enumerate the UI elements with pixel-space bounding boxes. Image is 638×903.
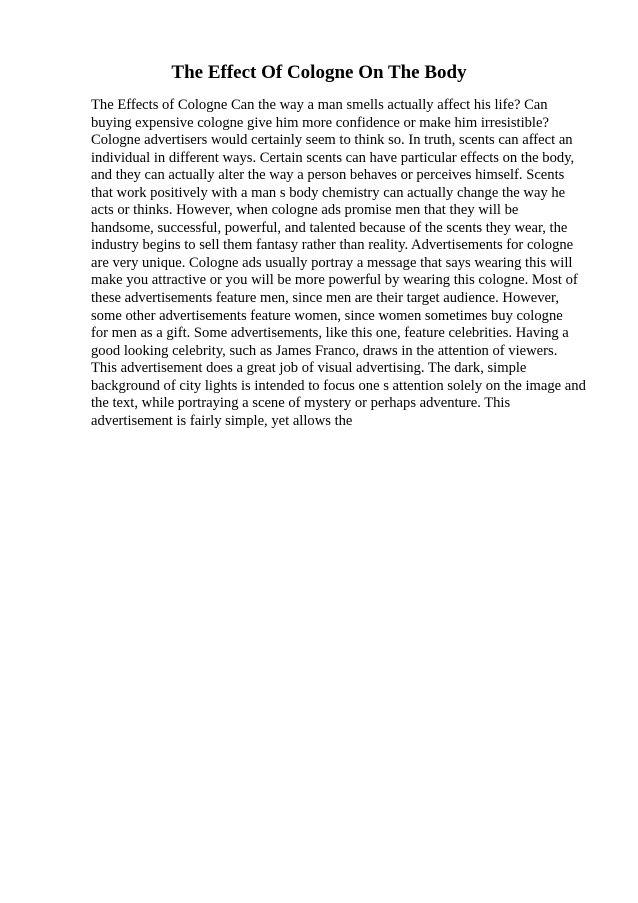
body-line: advertisement is fairly simple, yet allows the — [91, 412, 353, 429]
body-line: buying expensive cologne give him more confidence or make him irresistible? — [91, 114, 549, 131]
body-line: the text, while portraying a scene of mystery or perhaps adventure. This — [91, 395, 511, 412]
document-title: The Effect Of Cologne On The Body — [171, 62, 467, 83]
body-line: Cologne advertisers would certainly seem to think so. In truth, scents can affect an — [91, 132, 573, 149]
body-line: individual in different ways. Certain scents can have particular effects on the body, — [91, 149, 575, 166]
body-line: these advertisements feature men, since men are their target audience. However, — [91, 290, 559, 307]
body-line: and they can actually alter the way a person behaves or perceives himself. Scents — [91, 167, 565, 184]
body-line: background of city lights is intended to focus one s attention solely on the image and — [91, 377, 586, 394]
body-line: some other advertisements feature women, since women sometimes buy cologne — [91, 307, 563, 324]
body-line: good looking celebrity, such as James Franco, draws in the attention of viewers. — [91, 342, 558, 359]
body-line: make you attractive or you will be more powerful by wearing this cologne. Most of — [91, 272, 578, 289]
body-line: for men as a gift. Some advertisements, like this one, feature celebrities. Having a — [91, 325, 569, 342]
body-line: This advertisement does a great job of visual advertising. The dark, simple — [91, 360, 527, 377]
body-line: The Effects of Cologne Can the way a man smells actually affect his life? Can — [91, 97, 548, 113]
body-line: that work positively with a man s body chemistry can actually change the way he — [91, 184, 566, 201]
body-line: industry begins to sell them fantasy rather than reality. Advertisements for cologne — [91, 237, 574, 254]
body-line: handsome, successful, powerful, and talented because of the scents they wear, the — [91, 219, 568, 236]
body-line: acts or thinks. However, when cologne ads promise men that they will be — [91, 202, 519, 219]
document-body — [91, 97, 591, 430]
body-line: are very unique. Cologne ads usually portray a message that says wearing this will — [91, 254, 573, 271]
